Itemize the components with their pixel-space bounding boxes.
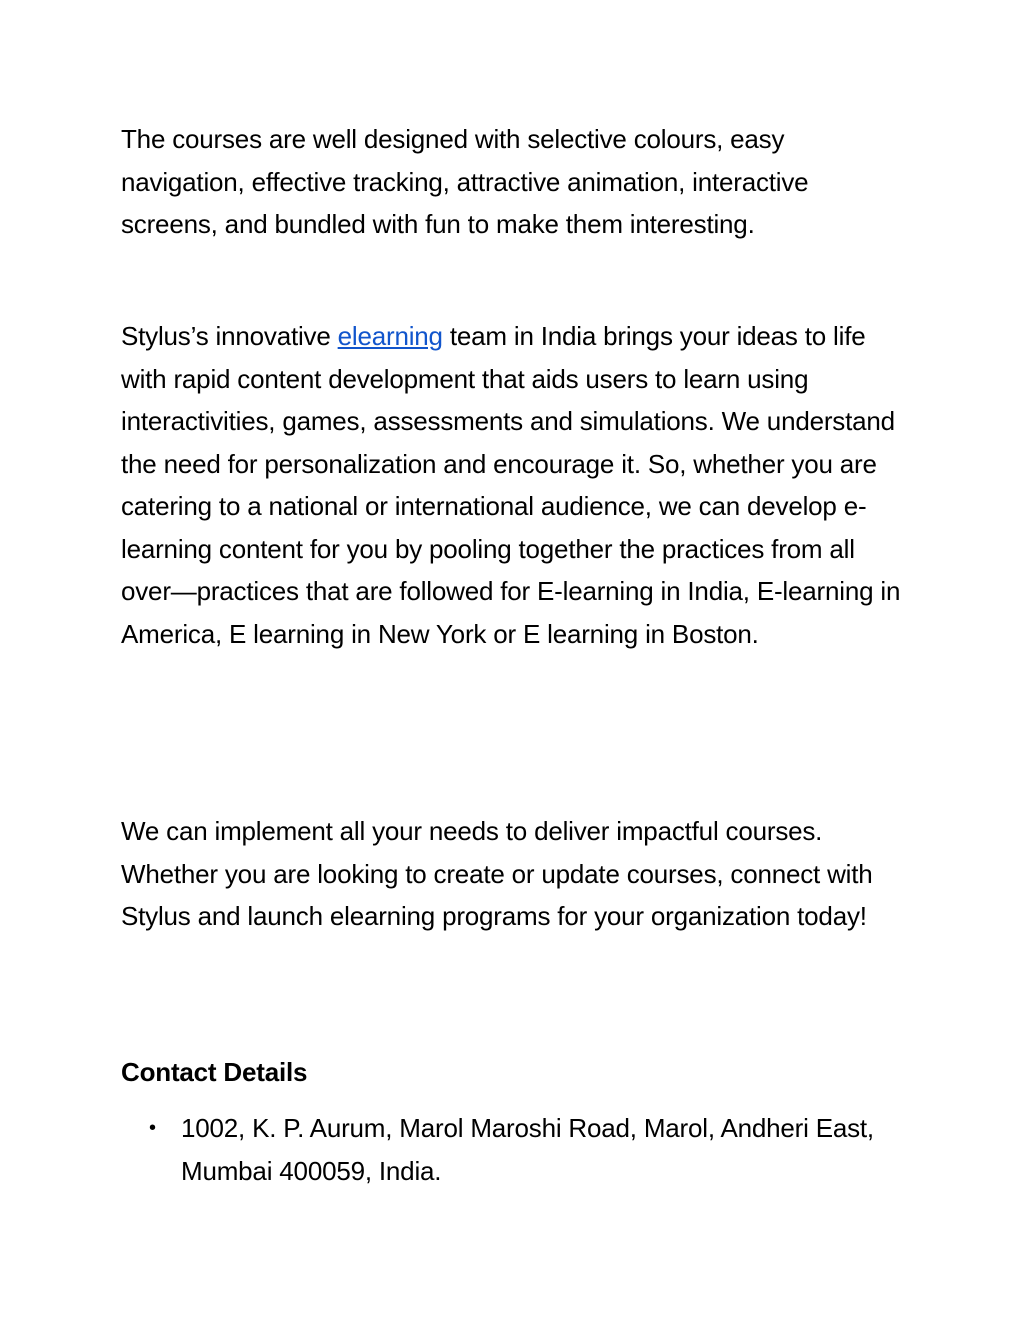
bullet-icon: •: [149, 1117, 156, 1139]
contact-heading: Contact Details: [121, 1057, 308, 1087]
elearning-link[interactable]: elearning: [337, 321, 443, 351]
team-paragraph-end: team in India brings your ideas to life with rapid content development that aids users to learn using interactivities, games, assessments and simulations. We understand the need for personalization and encourage it. So, whether you are catering to a national or international audience, we can develop e-learning content for you by pooling together the practices from all over—practices that are followed for E-learning in India, E-learning in America, E learning in New York or E learning in Boston.: [121, 321, 901, 649]
team-paragraph-start: Stylus’s innovative: [121, 321, 338, 351]
intro-paragraph: The courses are well designed with selective colours, easy navigation, effective tracking, attractive animation, interactive screens, and bundled with fun to make them interesting.: [121, 124, 809, 239]
contact-address: 1002, K. P. Aurum, Marol Maroshi Road, Marol, Andheri East, Mumbai 400059, India.: [181, 1113, 874, 1186]
call-to-action-paragraph: We can implement all your needs to deliver impactful courses. Whether you are looking to create or update courses, connect with Stylus and launch elearning programs for your organization today!: [121, 816, 873, 931]
team-paragraph: [121, 315, 911, 655]
contact-address-item: [121, 1107, 911, 1192]
contact-list: [121, 1107, 911, 1192]
